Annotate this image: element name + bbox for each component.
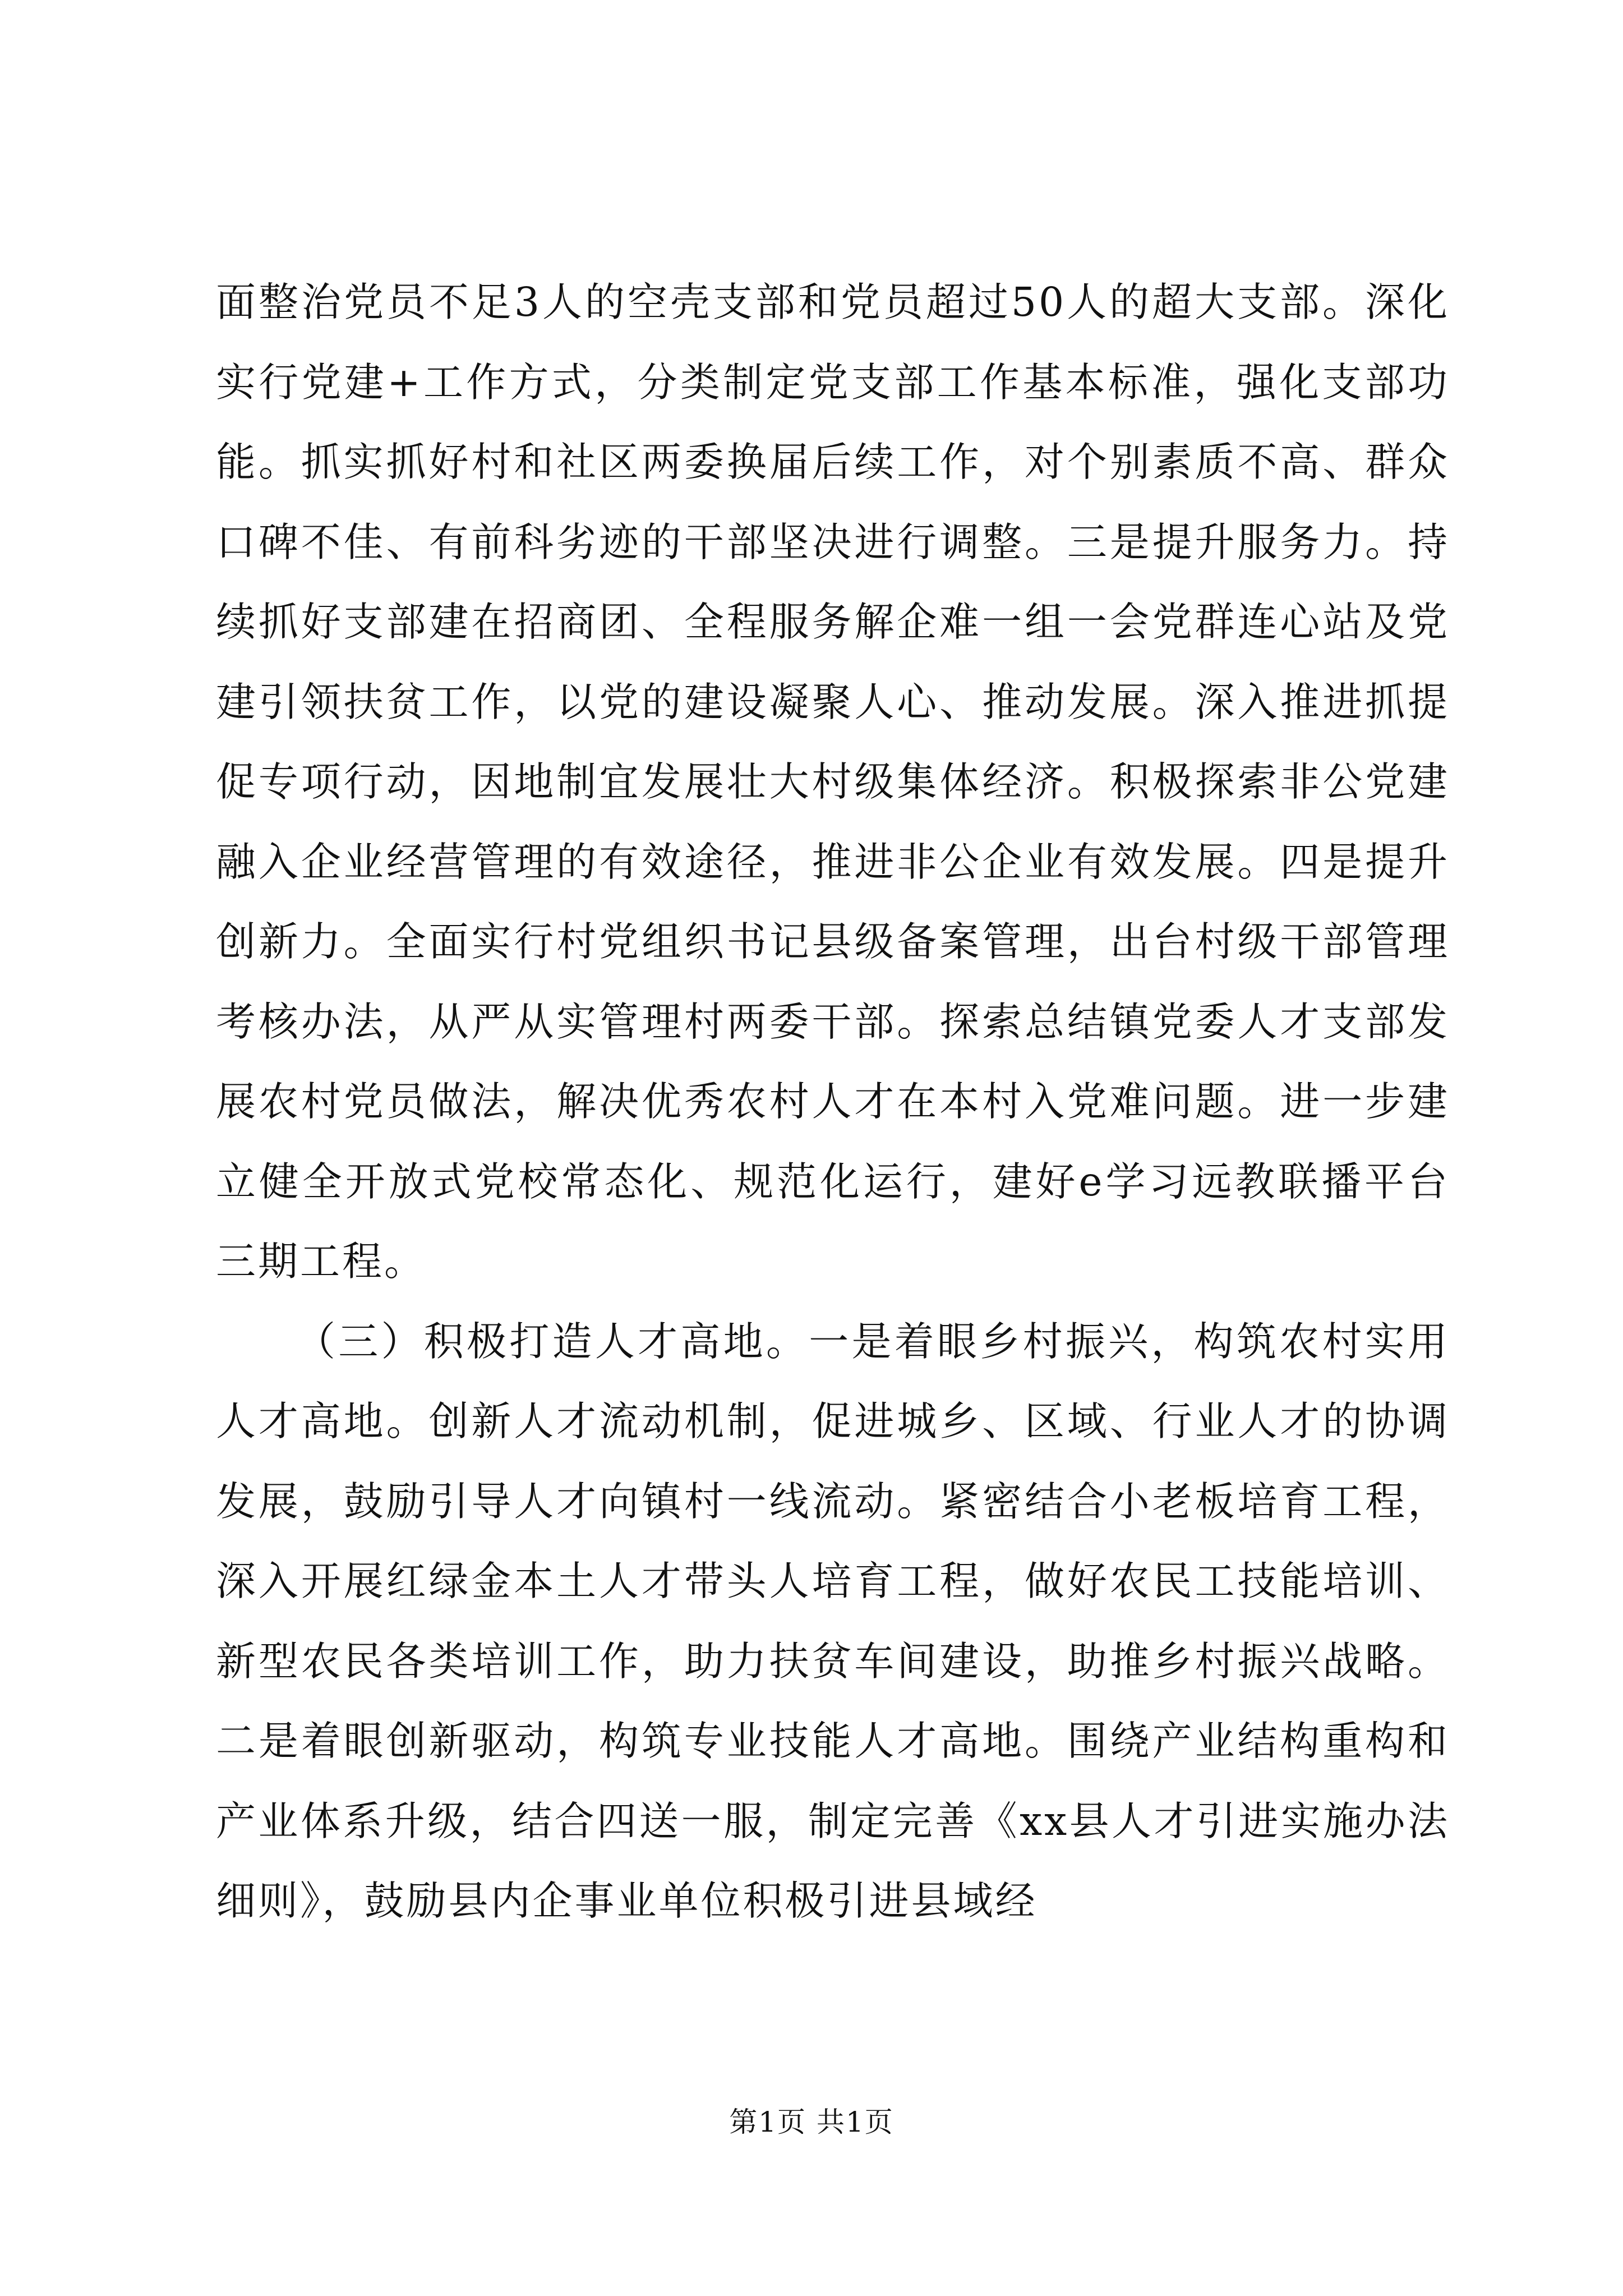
page-number-footer: 第1页 共1页 [729, 2106, 894, 2138]
paragraph: 面整治党员不足3人的空壳支部和党员超过50人的超大支部。深化实行党建+工作方式，分类制定党支部工作基本标准，强化支部功能。抓实抓好村和社区两委换届后续工作，对个别素质不高、群众口碑不佳、有前科劣迹的干部坚决进行调整。三是提升服务力。持续抓好支部建在招商团、全程服务解企难一组一会党群连心站及党建引领扶贫工作，以党的建设凝聚人心、推动发展。深入推进抓提促专项行动，因地制宜发展壮大村级集体经济。积极探索非公党建融入企业经营管理的有效途径，推进非公企业有效发展。四是提升创新力。全面实行村党组织书记县级备案管理，出台村级干部管理考核办法，从严从实管理村两委干部。探索总结镇党委人才支部发展农村党员做法，解决优秀农村人才在本村入党难问题。进一步建立健全开放式党校常态化、规范化运行，建好e学习远教联播平台三期工程。 [216, 279, 1450, 1285]
paragraph: （三）积极打造人才高地。一是着眼乡村振兴，构筑农村实用人才高地。创新人才流动机制，促进城乡、区域、行业人才的协调发展，鼓励引导人才向镇村一线流动。紧密结合小老板培育工程，深入开展红绿金本土人才带头人培育工程，做好农民工技能培训、新型农民各类培训工作，助力扶贫车间建设，助推乡村振兴战略。二是着眼创新驱动，构筑专业技能人才高地。围绕产业结构重构和产业体系升级，结合四送一服，制定完善《xx县人才引进实施办法细则》，鼓励县内企事业单位积极引进县域经 [216, 1318, 1450, 1924]
document-body [216, 263, 1450, 1941]
